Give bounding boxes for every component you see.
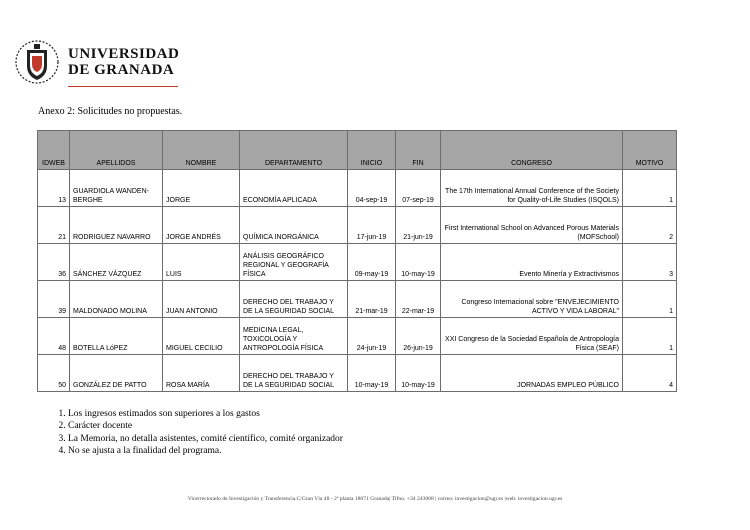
table-header-row	[38, 131, 677, 170]
column-header: DEPARTAMENTO	[240, 131, 348, 170]
cell-nombre: LUIS	[163, 244, 240, 281]
university-name-line2: DE GRANADA	[68, 62, 175, 78]
cell-idweb: 21	[38, 207, 70, 244]
column-header: NOMBRE	[163, 131, 240, 170]
cell-apellidos: GONZÁLEZ DE PATTO	[70, 355, 163, 392]
table-row	[38, 355, 677, 392]
university-name	[68, 46, 179, 78]
university-name-line1: UNIVERSIDAD	[68, 46, 180, 62]
cell-nombre: JORGE	[163, 170, 240, 207]
cell-congreso: JORNADAS EMPLEO PÚBLICO	[441, 355, 623, 392]
cell-inicio: 10-may-19	[348, 355, 396, 392]
cell-departamento: DERECHO DEL TRABAJO Y DE LA SEGURIDAD SOCIAL	[240, 355, 348, 392]
cell-apellidos: GUARDIOLA WANDEN-BERGHE	[70, 170, 163, 207]
cell-congreso: XXI Congreso de la Sociedad Española de Antropología Física (SEAF)	[441, 318, 623, 355]
cell-motivo: 1	[623, 281, 677, 318]
notes-list	[38, 408, 343, 458]
cell-departamento: DERECHO DEL TRABAJO Y DE LA SEGURIDAD SOCIAL	[240, 281, 348, 318]
note-item: 2. Carácter docente	[68, 420, 343, 432]
column-header: MOTIVO	[623, 131, 677, 170]
cell-congreso: First International School on Advanced Porous Materials (MOFSchool)	[441, 207, 623, 244]
cell-inicio: 24-jun-19	[348, 318, 396, 355]
cell-apellidos: BOTELLA LóPEZ	[70, 318, 163, 355]
cell-departamento: ANÁLISIS GEOGRÁFICO REGIONAL Y GEOGRAFÍA FÍSICA	[240, 244, 348, 281]
logo-underline	[68, 86, 178, 87]
page-footer: Vicerrectorado de Investigación y Transferencia.C/Gran Vía 48 - 2ª planta 18071 Granada| Tlfno. +34 243008 | correo: investigacion@ugr.es |web: investigacion.ugr.es	[187, 496, 563, 502]
cell-idweb: 36	[38, 244, 70, 281]
cell-idweb: 39	[38, 281, 70, 318]
cell-congreso: Congreso Internacional sobre "ENVEJECIMIENTO ACTIVO Y VIDA LABORAL"	[441, 281, 623, 318]
university-seal-logo	[14, 38, 60, 86]
table-row	[38, 207, 677, 244]
cell-idweb: 13	[38, 170, 70, 207]
cell-idweb: 50	[38, 355, 70, 392]
column-header: INICIO	[348, 131, 396, 170]
cell-fin: 10-may-19	[396, 244, 441, 281]
table-row	[38, 281, 677, 318]
cell-nombre: JUAN ANTONIO	[163, 281, 240, 318]
cell-fin: 07-sep-19	[396, 170, 441, 207]
column-header: APELLIDOS	[70, 131, 163, 170]
note-item: 4. No se ajusta a la finalidad del programa.	[68, 445, 343, 457]
cell-apellidos: SÁNCHEZ VÁZQUEZ	[70, 244, 163, 281]
cell-motivo: 4	[623, 355, 677, 392]
column-header: IDWEB	[38, 131, 70, 170]
cell-nombre: MIGUEL CECILIO	[163, 318, 240, 355]
cell-motivo: 3	[623, 244, 677, 281]
cell-nombre: ROSA MARÍA	[163, 355, 240, 392]
note-item: 1. Los ingresos estimados son superiores a los gastos	[68, 408, 343, 420]
cell-congreso: Evento Minería y Extractivismos	[441, 244, 623, 281]
cell-apellidos: MALDONADO MOLINA	[70, 281, 163, 318]
cell-departamento: ECONOMÍA APLICADA	[240, 170, 348, 207]
cell-fin: 22-mar-19	[396, 281, 441, 318]
cell-motivo: 1	[623, 318, 677, 355]
table-row	[38, 170, 677, 207]
table-row	[38, 318, 677, 355]
cell-idweb: 48	[38, 318, 70, 355]
column-header: CONGRESO	[441, 131, 623, 170]
cell-fin: 26-jun-19	[396, 318, 441, 355]
note-item: 3. La Memoria, no detalla asistentes, comité científico, comité organizador	[68, 433, 343, 445]
cell-inicio: 21-mar-19	[348, 281, 396, 318]
table-row	[38, 244, 677, 281]
column-header: FIN	[396, 131, 441, 170]
cell-fin: 21-jun-19	[396, 207, 441, 244]
cell-inicio: 09-may-19	[348, 244, 396, 281]
cell-fin: 10-may-19	[396, 355, 441, 392]
cell-departamento: MEDICINA LEGAL, TOXICOLOGÍA Y ANTROPOLOGÍA FÍSICA	[240, 318, 348, 355]
cell-inicio: 17-jun-19	[348, 207, 396, 244]
cell-congreso: The 17th International Annual Conference of the Society for Quality-of-Life Studies (ISQOLS)	[441, 170, 623, 207]
cell-nombre: JORGE ANDRÉS	[163, 207, 240, 244]
annex-title: Anexo 2: Solicitudes no propuestas.	[38, 106, 183, 117]
cell-motivo: 2	[623, 207, 677, 244]
cell-departamento: QUÍMICA INORGÁNICA	[240, 207, 348, 244]
cell-apellidos: RODRIGUEZ NAVARRO	[70, 207, 163, 244]
cell-motivo: 1	[623, 170, 677, 207]
applications-table	[37, 130, 677, 392]
cell-inicio: 04-sep-19	[348, 170, 396, 207]
